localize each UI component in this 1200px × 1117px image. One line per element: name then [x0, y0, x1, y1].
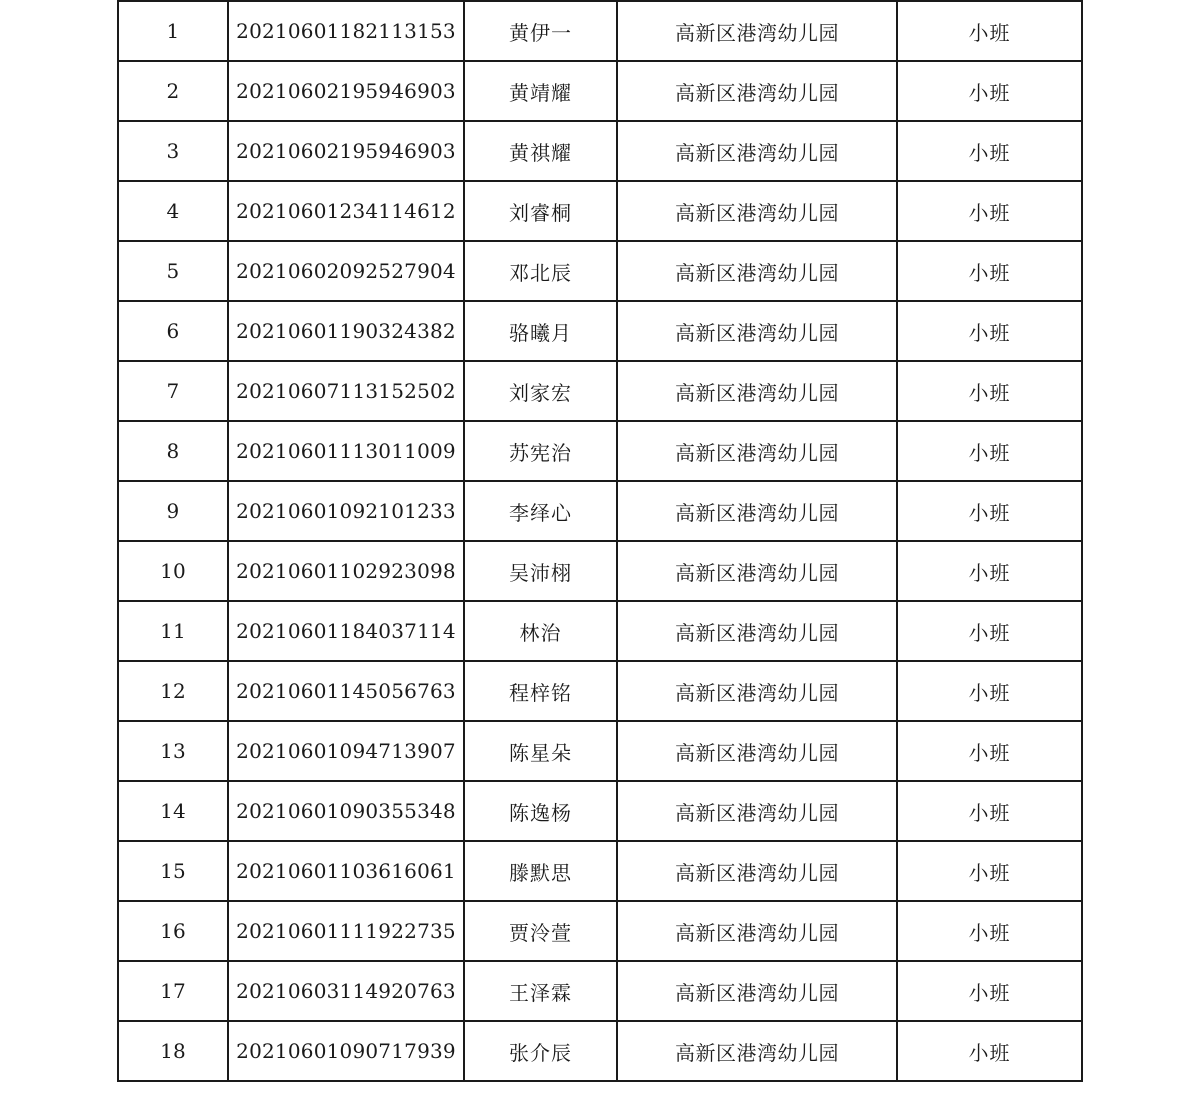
child-name-cell: 林治	[464, 601, 617, 661]
registration-id-cell: 20210601092101233	[228, 481, 464, 541]
child-name-cell: 贾泠萱	[464, 901, 617, 961]
enrollment-list	[117, 0, 1079, 1082]
row-number-cell: 2	[118, 61, 228, 121]
row-number-cell: 7	[118, 361, 228, 421]
row-number-cell: 10	[118, 541, 228, 601]
kindergarten-cell: 高新区港湾幼儿园	[617, 481, 897, 541]
kindergarten-cell: 高新区港湾幼儿园	[617, 241, 897, 301]
class-level-cell: 小班	[897, 661, 1082, 721]
child-name-cell: 骆曦月	[464, 301, 617, 361]
child-name-cell: 黄伊一	[464, 1, 617, 61]
kindergarten-cell: 高新区港湾幼儿园	[617, 301, 897, 361]
registration-id-cell: 20210602195946903	[228, 121, 464, 181]
row-number-cell: 9	[118, 481, 228, 541]
kindergarten-cell: 高新区港湾幼儿园	[617, 841, 897, 901]
registration-id-cell: 20210601182113153	[228, 1, 464, 61]
class-level-cell: 小班	[897, 1, 1082, 61]
row-number-cell: 12	[118, 661, 228, 721]
table-row	[118, 661, 1082, 721]
row-number-cell: 17	[118, 961, 228, 1021]
row-number-cell: 11	[118, 601, 228, 661]
class-level-cell: 小班	[897, 901, 1082, 961]
table-row	[118, 721, 1082, 781]
kindergarten-cell: 高新区港湾幼儿园	[617, 361, 897, 421]
row-number-cell: 3	[118, 121, 228, 181]
registration-id-cell: 20210601184037114	[228, 601, 464, 661]
registration-id-cell: 20210601190324382	[228, 301, 464, 361]
kindergarten-cell: 高新区港湾幼儿园	[617, 1, 897, 61]
row-number-cell: 14	[118, 781, 228, 841]
kindergarten-cell: 高新区港湾幼儿园	[617, 721, 897, 781]
table-row	[118, 781, 1082, 841]
table-row	[118, 121, 1082, 181]
kindergarten-cell: 高新区港湾幼儿园	[617, 181, 897, 241]
row-number-cell: 18	[118, 1021, 228, 1081]
class-level-cell: 小班	[897, 601, 1082, 661]
child-name-cell: 吴沛栩	[464, 541, 617, 601]
kindergarten-cell: 高新区港湾幼儿园	[617, 541, 897, 601]
row-number-cell: 8	[118, 421, 228, 481]
kindergarten-cell: 高新区港湾幼儿园	[617, 601, 897, 661]
registration-id-cell: 20210601145056763	[228, 661, 464, 721]
row-number-cell: 16	[118, 901, 228, 961]
child-name-cell: 滕默思	[464, 841, 617, 901]
registration-id-cell: 20210601102923098	[228, 541, 464, 601]
row-number-cell: 4	[118, 181, 228, 241]
kindergarten-cell: 高新区港湾幼儿园	[617, 901, 897, 961]
table-row	[118, 541, 1082, 601]
kindergarten-cell: 高新区港湾幼儿园	[617, 661, 897, 721]
table-row	[118, 421, 1082, 481]
kindergarten-cell: 高新区港湾幼儿园	[617, 961, 897, 1021]
child-name-cell: 刘家宏	[464, 361, 617, 421]
kindergarten-cell: 高新区港湾幼儿园	[617, 781, 897, 841]
child-name-cell: 李绎心	[464, 481, 617, 541]
class-level-cell: 小班	[897, 781, 1082, 841]
kindergarten-cell: 高新区港湾幼儿园	[617, 1021, 897, 1081]
registration-id-cell: 20210601090717939	[228, 1021, 464, 1081]
child-name-cell: 张介辰	[464, 1021, 617, 1081]
child-name-cell: 王泽霖	[464, 961, 617, 1021]
table-row	[118, 481, 1082, 541]
registration-id-cell: 20210601113011009	[228, 421, 464, 481]
kindergarten-cell: 高新区港湾幼儿园	[617, 121, 897, 181]
class-level-cell: 小班	[897, 361, 1082, 421]
class-level-cell: 小班	[897, 541, 1082, 601]
registration-id-cell: 20210601103616061	[228, 841, 464, 901]
class-level-cell: 小班	[897, 721, 1082, 781]
table-row	[118, 1, 1082, 61]
child-name-cell: 邓北辰	[464, 241, 617, 301]
table-row	[118, 181, 1082, 241]
table-row	[118, 601, 1082, 661]
class-level-cell: 小班	[897, 1021, 1082, 1081]
row-number-cell: 15	[118, 841, 228, 901]
enrollment-table	[117, 0, 1083, 1082]
child-name-cell: 陈星朵	[464, 721, 617, 781]
row-number-cell: 13	[118, 721, 228, 781]
class-level-cell: 小班	[897, 241, 1082, 301]
registration-id-cell: 20210601090355348	[228, 781, 464, 841]
table-row	[118, 241, 1082, 301]
class-level-cell: 小班	[897, 121, 1082, 181]
table-row	[118, 841, 1082, 901]
table-body	[118, 1, 1082, 1081]
child-name-cell: 程梓铭	[464, 661, 617, 721]
registration-id-cell: 20210601234114612	[228, 181, 464, 241]
registration-id-cell: 20210602195946903	[228, 61, 464, 121]
row-number-cell: 6	[118, 301, 228, 361]
child-name-cell: 黄靖耀	[464, 61, 617, 121]
kindergarten-cell: 高新区港湾幼儿园	[617, 421, 897, 481]
class-level-cell: 小班	[897, 181, 1082, 241]
class-level-cell: 小班	[897, 421, 1082, 481]
table-row	[118, 901, 1082, 961]
class-level-cell: 小班	[897, 61, 1082, 121]
registration-id-cell: 20210601111922735	[228, 901, 464, 961]
child-name-cell: 陈逸杨	[464, 781, 617, 841]
kindergarten-cell: 高新区港湾幼儿园	[617, 61, 897, 121]
table-row	[118, 361, 1082, 421]
class-level-cell: 小班	[897, 961, 1082, 1021]
class-level-cell: 小班	[897, 481, 1082, 541]
table-row	[118, 961, 1082, 1021]
child-name-cell: 苏宪治	[464, 421, 617, 481]
table-row	[118, 61, 1082, 121]
class-level-cell: 小班	[897, 841, 1082, 901]
row-number-cell: 5	[118, 241, 228, 301]
child-name-cell: 刘睿桐	[464, 181, 617, 241]
child-name-cell: 黄祺耀	[464, 121, 617, 181]
table-row	[118, 1021, 1082, 1081]
class-level-cell: 小班	[897, 301, 1082, 361]
registration-id-cell: 20210603114920763	[228, 961, 464, 1021]
row-number-cell: 1	[118, 1, 228, 61]
registration-id-cell: 20210602092527904	[228, 241, 464, 301]
table-row	[118, 301, 1082, 361]
registration-id-cell: 20210607113152502	[228, 361, 464, 421]
registration-id-cell: 20210601094713907	[228, 721, 464, 781]
